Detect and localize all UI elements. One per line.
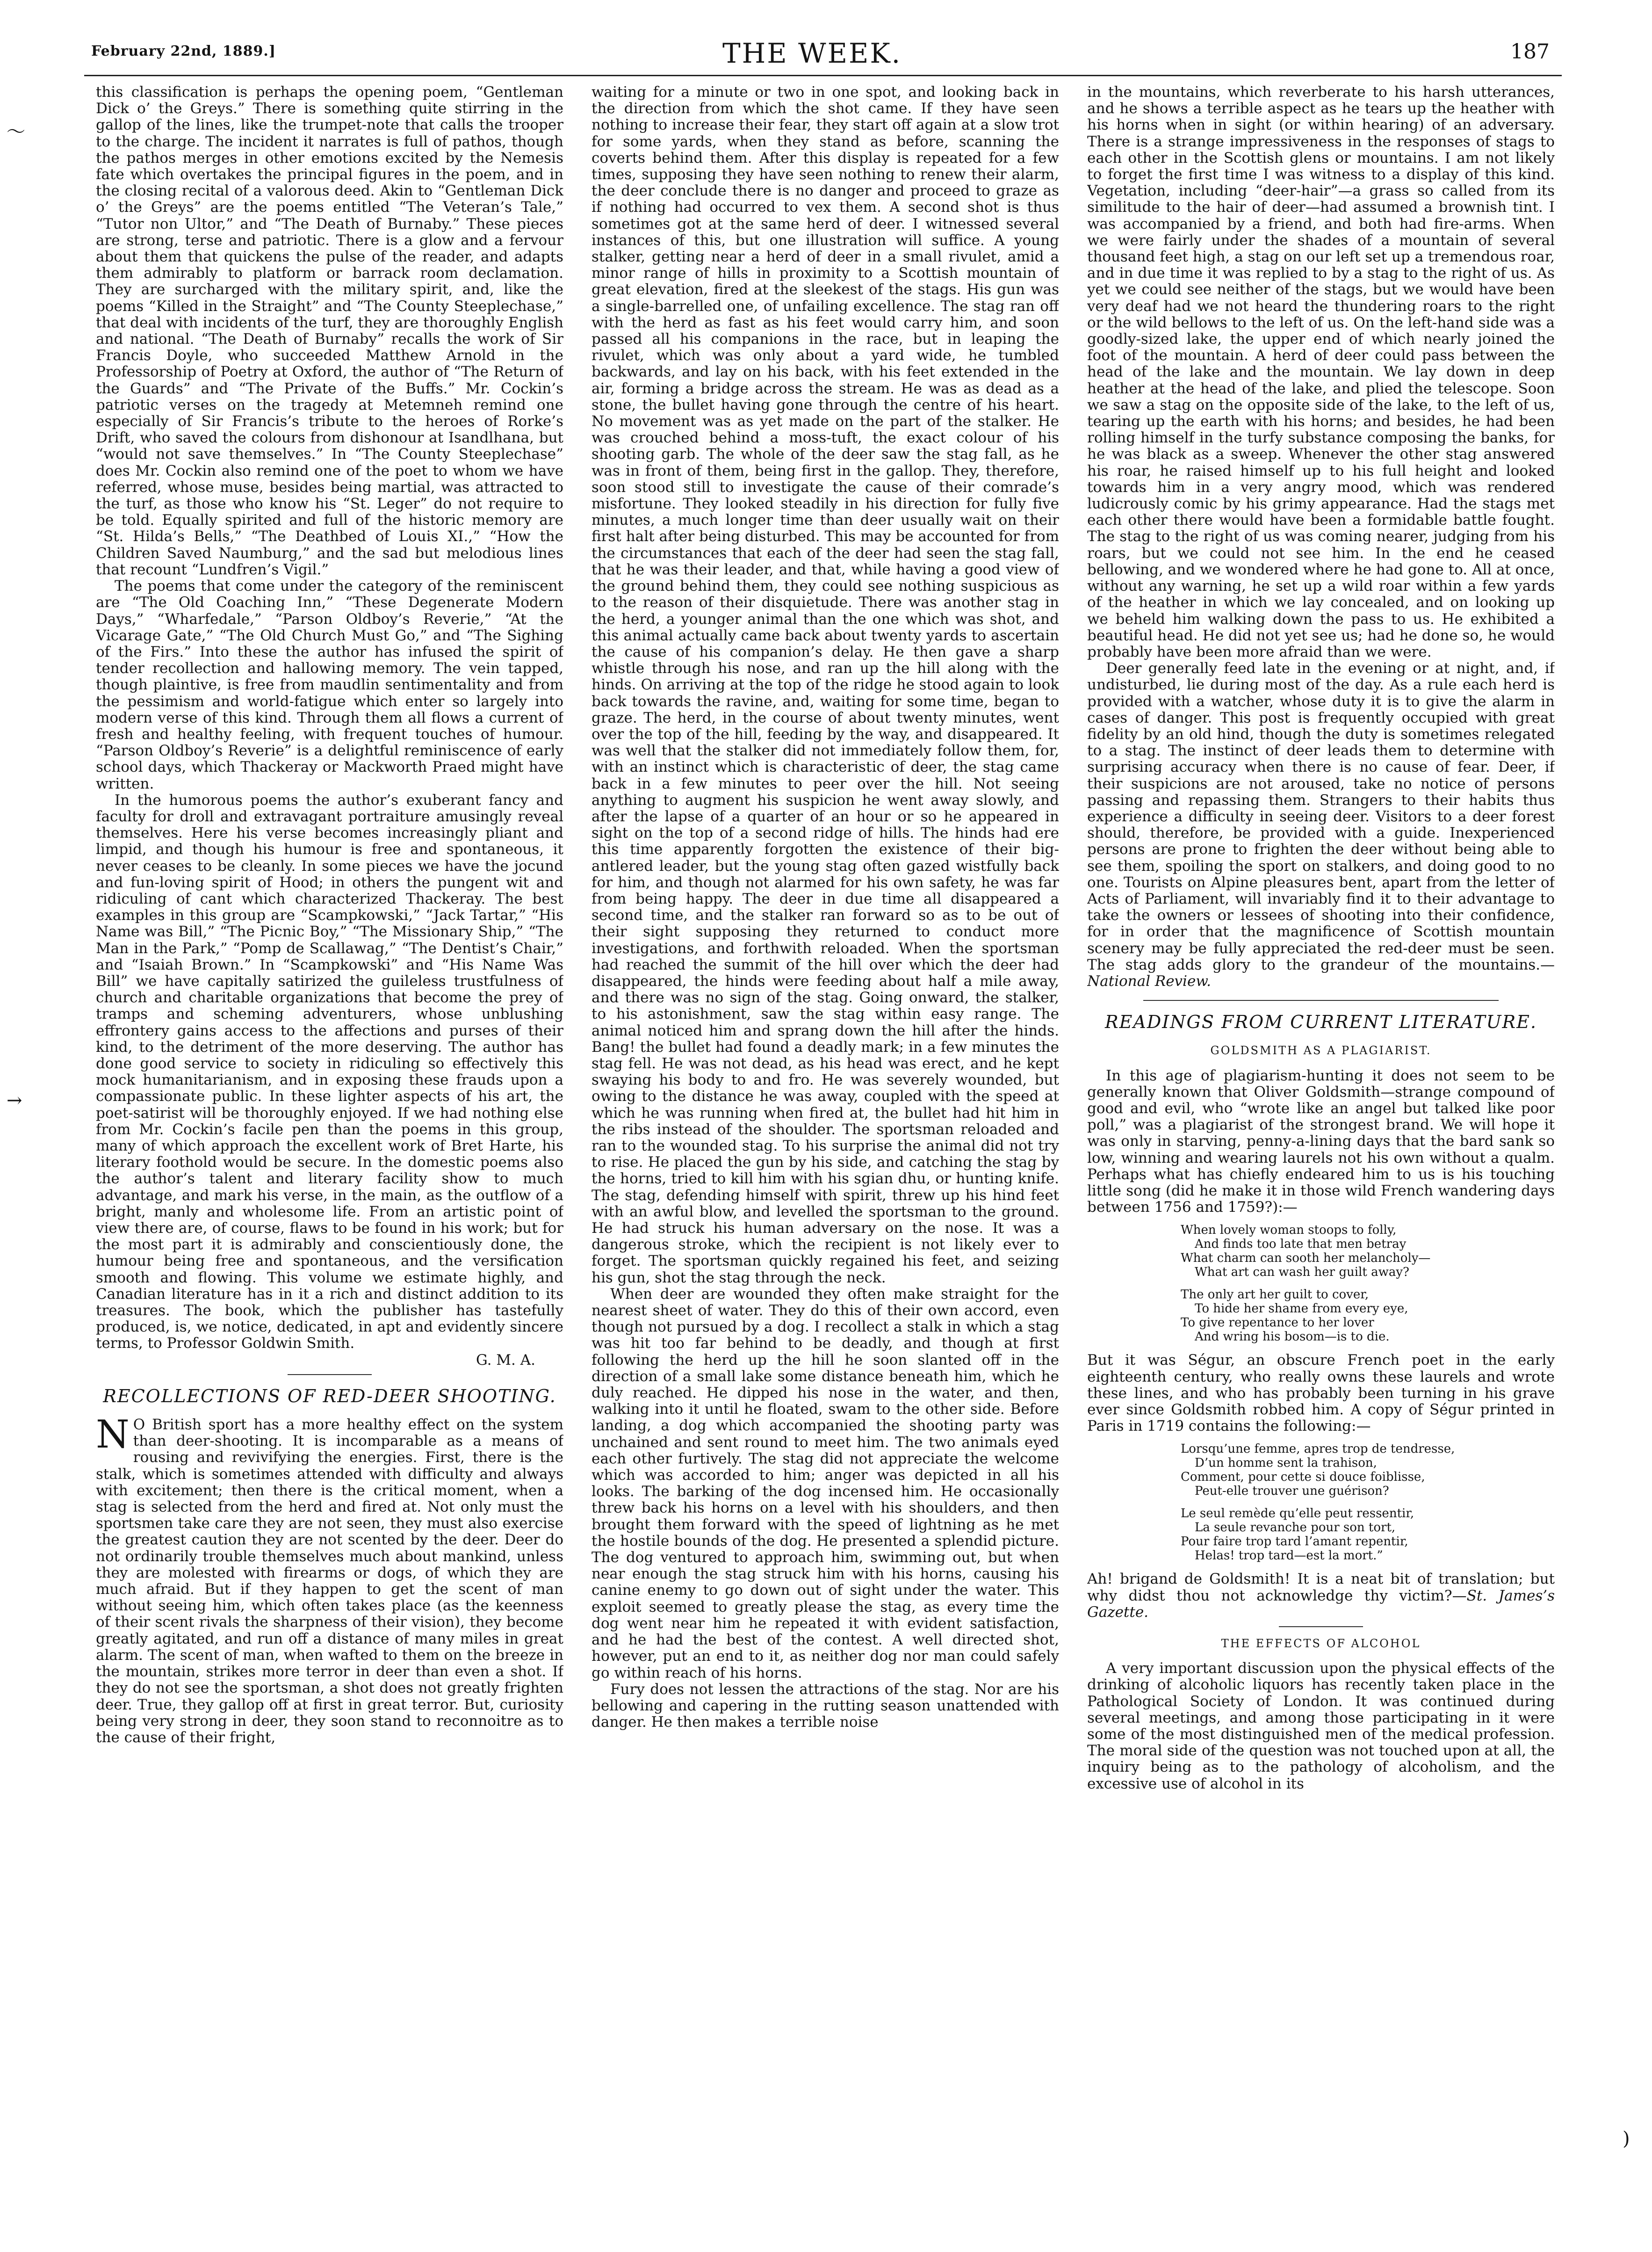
poem-line: And wring his bosom—is to die. xyxy=(1195,1330,1390,1344)
article-paragraph: Fury does not lessen the attractions of the stag. Nor are his bellowing and capering in the rutting season unattended with danger. He then makes a terrible noise xyxy=(592,1680,1059,1731)
issue-date: February 22nd, 1889.] xyxy=(91,43,276,59)
poem-line: The only art her guilt to cover, xyxy=(1181,1288,1369,1302)
review-signature: G. M. A. xyxy=(476,1351,535,1369)
column-middle xyxy=(592,84,1059,2231)
poem-line: Le seul remède qu’elle peut ressentir, xyxy=(1181,1506,1414,1521)
poem-line: La seule revanche pour son tort, xyxy=(1195,1521,1396,1535)
source-credit: National Review. xyxy=(1087,972,1212,990)
column-left xyxy=(96,84,563,2231)
poem-line: D’un homme sent la trahison, xyxy=(1195,1456,1377,1470)
margin-mark-left: → xyxy=(7,1090,22,1111)
drop-cap: N xyxy=(96,1412,130,1457)
subsection-heading: THE EFFECTS OF ALCOHOL xyxy=(1221,1637,1421,1651)
article-paragraph: In this age of plagiarism-hunting it does not seem to be generally known that Oliver Goldsmith—strange compound of good and evil, who “wrote like an angel but talked like poor poll,” was a plagiarist of the strongest brand. We will hope it was only in starving, penny-a-lining days that the bard sank so low, winning and wearing laurels not his own without a qualm. Perhaps what has chiefly endeared him to us is his touching little song (did he make it in those wild French wandering days between 1756 and 1759?):— xyxy=(1087,1067,1555,1216)
poem-line: Pour faire trop tard l’amant repentir, xyxy=(1181,1535,1408,1549)
masthead-title: THE WEEK. xyxy=(722,37,902,69)
article-paragraph: waiting for a minute or two in one spot, and looking back in the direction from which the shot came. If they have seen nothing to increase their fear, they start off again at a slow trot for some yards, when they stand as before, scanning the coverts behind them. After this display is repeated for a few times, supposing they have seen nothing to renew their alarm, the deer conclude there is no danger and proceed to graze as if nothing had occurred to vex them. A second shot is thus sometimes got at the same herd of deer. I witnessed several instances of this, but one illustration will suffice. A young stalker, getting near a herd of deer in a small rivulet, amid a minor range of hills in proximity to a Scottish mountain of great elevation, fired at the sleekest of the stags. His gun was a single-barrelled one, of unfailing excellence. The stag ran off with the herd as fast as his feet would carry him, and soon passed all his companions in the race, but in leaping the rivulet, which was only about a yard wide, he tumbled backwards, and lay on his back, with his feet extended in the air, forming a bridge across the stream. He was as dead as a stone, the bullet having gone through the centre of his heart. No movement was as yet made on the part of the stalker. He was crouched behind a moss-tuft, the exact colour of his shooting garb. The whole of the deer saw the stag fall, as he was in front of them, being first in the gallop. They, therefore, soon stood still to investigate the cause of their comrade’s misfortune. They looked steadily in his direction for fully five minutes, a much longer time than deer usually wait on their first halt after being disturbed. This may be accounted for from the circumstances that each of the deer had seen the stag fall, that he was their leader, and that, while having a good view of the ground behind them, they could see nothing suspicious as to the reason of their disquietude. There was another stag in the herd, a younger animal than the one which was shot, and this animal actually came back about twenty yards to ascertain the cause of his companion’s delay. He then gave a sharp whistle through his nose, and ran up the hill along with the hinds. On arriving at the top of the ridge he stood again to look back towards the ravine, and, waiting for some time, began to graze. The herd, in the course of about twenty minutes, went over the top of the hill, feeding by the way, and disappeared. It was well that the stalker did not immediately follow them, for, with an instinct which is characteristic of deer, the stag came back in a few minutes to peer over the hill. Not seeing anything to augment his suspicion he went away slowly, and after the lapse of a quarter of an hour or so he appeared in sight on the top of a second ridge of hills. The hinds had ere this time apparently forgotten the existence of their big-antlered leader, but the young stag often gazed wistfully back for him, and though not alarmed for his own safety, he was far from being happy. The deer in due time all disappeared a second time, and the stalker ran forward so as to be out of their sight supposing they returned to conduct more investigations, and forthwith reloaded. When the sportsman had reached the summit of the hill over which the deer had disappeared, the hinds were feeding about half a mile away, and there was no sign of the stag. Going onward, the stalker, to his astonishment, saw the stag within easy range. The animal noticed him and sprang down the hill after the hinds. Bang! the bullet had found a deadly mark; in a few minutes the stag fell. He was not dead, as his head was erect, and he kept swaying his body to and fro. He was severely wounded, but owing to the distance he was away, coupled with the speed at which he was running when fired at, the bullet had hit him in the ribs instead of the shoulder. The sportsman reloaded and ran to the wounded stag. To his surprise the animal did not try to rise. He placed the gun by his side, and catching the stag by the horns, tried to kill him with his sgian dhu, or hunting knife. The stag, defending himself with spirit, threw up his hind feet with an awful blow, and levelled the sportsman to the ground. He had struck his human adversary on the nose. It was a dangerous stroke, which the recipient is not likely ever to forget. The sportsman quickly regained his feet, and seizing his gun, shot the stag through the neck. xyxy=(592,84,1059,1286)
margin-mark-top: 〜 xyxy=(7,121,25,143)
page-number: 187 xyxy=(1510,40,1550,64)
article-paragraph: in the mountains, which reverberate to his harsh utterances, and he shows a terrible aspect as he tears up the heather with his horns when in sight (or within hearing) of an adversary. There is a strange impressiveness in the responses of stags to each other in the Scottish glens or mountains. I am not likely to forget the first time I was witness to a display of this kind. Vegetation, including “deer-hair”—a grass so called from its similitude to the hair of deer—had assumed a brownish tint. I was accompanied by a friend, and both had fire-arms. When we were fairly under the shades of a mountain of several thousand feet high, a stag on our left set up a tremendous roar, and in due time it was replied to by a stag to the right of us. As yet we could see neither of the stags, but we would have been very deaf had we not heard the thundering roars to the right or the wild bellows to the left of us. On the left-hand side was a goodly-sized lake, the upper end of which nearly joined the foot of the mountain. A herd of deer could pass between the head of the lake and the mountain. We lay down in deep heather at the head of the lake, and plied the telescope. Soon we saw a stag on the opposite side of the lake, to the left of us, tearing up the earth with his horns; and besides, he had been rolling himself in the turfy substance composing the banks, for he was black as a sweep. Whenever the other stag answered his roar, he raised himself up to his full height and looked towards him in a very angry mood, which was rendered ludicrously comic by his grimy appearance. Had the stags met each other there would have been a formidable battle fought. The stag to the right of us was coming nearer, judging from his roars, but we could not see him. In the end he ceased bellowing, and we wondered where he had gone to. All at once, without any warning, he set up a wild roar within a few yards of the heather in which we lay concealed, and on looking up we beheld him walking down the pass to us. He exhibited a beautiful head. He did not yet see us; had he done so, he would probably have been more afraid than we were. xyxy=(1087,84,1555,660)
subsection-heading: GOLDSMITH AS A PLAGIARIST. xyxy=(1210,1044,1432,1057)
poem-line: To give repentance to her lover xyxy=(1181,1316,1374,1330)
poem-french xyxy=(1181,1442,1555,1563)
section-divider xyxy=(1279,1626,1363,1627)
review-paragraph: this classification is perhaps the opening poem, “Gentleman Dick o’ the Greys.” There is something quite stirring in the gallop of the lines, like the trumpet-note that calls the trooper to the charge. The incident it narrates is full of pathos, though the pathos merges in other emotions excited by the Nemesis fate which overtakes the principal figures in the poem, and in the closing recital of a valorous deed. Akin to “Gentleman Dick o’ the Greys” are the poems entitled “The Veteran’s Tale,” “Tutor non Ultor,” and “The Death of Burnaby.” These pieces are strong, terse and patriotic. There is a glow and a fervour about them that quickens the pulse of the reader, and adapts them admirably to platform or barrack room declamation. They are surcharged with the military spirit, and, like the poems “Killed in the Straight” and “The County Steeplechase,” that deal with incidents of the turf, they are thoroughly English and national. “The Death of Burnaby” recalls the work of Sir Francis Doyle, who succeeded Matthew Arnold in the Professorship of Poetry at Oxford, the author of “The Return of the Guards” and “The Private of the Buffs.” Mr. Cockin’s patriotic verses on the tragedy at Metemneh remind one especially of Sir Francis’s tribute to the heroes of Rorke’s Drift, who saved the colours from dishonour at Isandlhana, but “would not save themselves.” In “The County Steeplechase” does Mr. Cockin also remind one of the poet to whom we have referred, whose muse, besides being martial, was attracted to the turf, as those who know his “St. Leger” do not require to be told. Equally spirited and full of the historic memory are “St. Hilda’s Bells,” “The Deathbed of Louis XI.,” “How the Children Saved Naumburg,” and the sad but melodious lines that recount “Lundfren’s Vigil.” xyxy=(96,84,563,578)
article-paragraph: Deer generally feed late in the evening or at night, and, if undisturbed, lie during most of the day. As a rule each herd is provided with a watcher, whose duty it is to give the alarm in cases of danger. This post is frequently occupied with great fidelity by an old hind, though the duty is sometimes relegated to a stag. The instinct of deer leads them to determine with surprising accuracy when there is no cause of fear. Deer, if their suspicions are not aroused, take no notice of persons passing and repassing them. Strangers to their habits thus experience a difficulty in seeing deer. Visitors to a deer forest should, therefore, be provided with a guide. Inexperienced persons are prone to frighten the deer without being able to see them, spoiling the sport on stalkers, and doing good to no one. Tourists on Alpine pleasures bent, apart from the letter of Acts of Parliament, will invariably find it to their advantage to take the owners or lessees of shooting into their confidence, for in order that the magnificence of Scottish mountain scenery may be fully appreciated the red-deer must be seen. The stag adds glory to the grandeur of the mountains.—National Review. xyxy=(1087,660,1555,990)
margin-mark-bottom: ) xyxy=(1623,2128,1630,2150)
section-heading: READINGS FROM CURRENT LITERATURE. xyxy=(1105,1012,1537,1033)
poem-line: And finds too late that men betray xyxy=(1195,1237,1407,1252)
review-paragraph: In the humorous poems the author’s exuberant fancy and faculty for droll and extravagant portraiture amusingly reveal themselves. Here his verse becomes increasingly pliant and limpid, and though his humour is free and spontaneous, it never ceases to be cleanly. In some pieces we have the jocund and fun-loving spirit of Hood; in others the pungent wit and ridiculing of cant which characterized Thackeray. The best examples in this group are “Scampkowski,” “Jack Tartar,” “His Name was Bill,” “The Picnic Boy,” “The Missionary Ship,” “The Man in the Park,” “Pomp de Scallawag,” “The Dentist’s Chair,” and “Isaiah Brown.” In “Scampkowski” and “His Name Was Bill” we have capitally satirized the guileless trustfulness of church and charitable organizations that become the prey of tramps and scheming adventurers, whose unblushing effrontery gains access to the affections and purses of their kind, to the detriment of the more deserving. The author has done good service to society in ridiculing so effectively this mock humanitarianism, and in exposing these frauds upon a compassionate public. In these lighter aspects of his art, the poet-satirist will be thoroughly enjoyed. If we had nothing else from Mr. Cockin’s facile pen than the poems in this group, many of which approach the excellent work of Bret Harte, his literary foothold would be secure. In the domestic poems also the author’s talent and literary facility show to much advantage, and mark his verse, in the main, as the outflow of a bright, manly and wholesome life. From an artistic point of view there are, of course, flaws to be found in his work; but for the most part it is admirably and conscientiously done, the humour being free and spontaneous, and the versification smooth and flowing. This volume we estimate highly, and Canadian literature has in it a rich and distinct addition to its treasures. The book, which the publisher has tastefully produced, is, we notice, dedicated, in apt and evidently sincere terms, to Professor Goldwin Smith. xyxy=(96,791,563,1352)
poem-line: To hide her shame from every eye, xyxy=(1195,1302,1408,1316)
poem-line: Helas! trop tard—est la mort.” xyxy=(1195,1549,1383,1563)
review-paragraph: The poems that come under the category of the reminiscent are “The Old Coaching Inn,” “These Degenerate Modern Days,” “Wharfedale,” “Parson Oldboy’s Reverie,” “At the Vicarage Gate,” “The Old Church Must Go,” and “The Sighing of the Firs.” Into these the author has infused the spirit of tender recollection and hallowing memory. The vein tapped, though plaintive, is free from maudlin sentimentality and from the pessimism and world-fatigue which enter so largely into modern verse of this kind. Through them all flows a current of fresh and healthy feeling, with frequent touches of humour. “Parson Oldboy’s Reverie” is a delightful reminiscence of early school days, which Thackeray or Mackworth Praed might have written. xyxy=(96,578,563,792)
header-rule xyxy=(84,75,1562,76)
poem-line: Peut-elle trouver une guérison? xyxy=(1195,1484,1389,1499)
poem-line: What art can wash her guilt away? xyxy=(1195,1265,1409,1280)
poem-line: What charm can sooth her melancholy— xyxy=(1181,1251,1431,1266)
section-divider xyxy=(288,1374,372,1375)
article-paragraph: Ah! brigand de Goldsmith! It is a neat bit of translation; but why didst thou not acknowledge thy victim?—St. James’s Gazette. xyxy=(1087,1571,1555,1621)
poem-english xyxy=(1181,1223,1555,1344)
column-right xyxy=(1087,84,1555,2231)
article-paragraph: When deer are wounded they often make straight for the nearest sheet of water. They do this of their own accord, even though not pursued by a dog. I recollect a stalk in which a stag was hit too far behind to be deadly, and though at first following the herd up the hill he soon slanted off in the direction of a small lake some distance beneath him, which he duly reached. He dipped his nose in the water, and then, walking into it until he floated, swam to the other side. Before landing, a dog which accompanied the shooting party was unchained and sent round to meet him. The two animals eyed each other furtively. The stag did not appreciate the welcome which was accorded to him; anger was depicted in all his looks. The barking of the dog incensed him. He occasionally threw back his horns on a level with his shoulders, and then brought them forward with the speed of lightning as he met the hostile bounds of the dog. He presented a splendid picture. The dog ventured to approach him, swimming out, but when near enough the stag struck him with his horns, causing his canine enemy to go down out of sight under the water. This exploit seemed to greatly please the stag, as every time the dog went near him he repeated it with evident satisfaction, and he had the best of the contest. A well directed shot, however, put an end to it, as neither dog nor man could safely go within reach of his horns. xyxy=(592,1285,1059,1681)
poem-line: Comment, pour cette si douce foiblisse, xyxy=(1181,1470,1425,1484)
poem-line: When lovely woman stoops to folly, xyxy=(1181,1223,1397,1238)
article-paragraph: A very important discussion upon the physical effects of the drinking of alcoholic liquors has recently taken place in the Pathological Society of London. It was continued during several meetings, and among those participating in it were some of the most distinguished men of the medical profession. The moral side of the question was not touched upon at all, the inquiry being as to the pathology of alcoholism, and the excessive use of alcohol in its xyxy=(1087,1660,1555,1792)
poem-line: Lorsqu’une femme, apres trop de tendresse, xyxy=(1181,1442,1455,1456)
article-paragraph: N O British sport has a more healthy effect on the system than deer-shooting. It is incomparable as a means of rousing and revivifying the energies. First, there is the stalk, which is sometimes attended with difficulty and always with excitement; then there is the critical moment, when a stag is selected from the herd and fired at. Not only must the sportsmen take care they are not seen, they must also exercise the greatest caution they are not scented by the deer. Deer do not ordinarily trouble themselves much about mankind, unless they are molested with firearms or dogs, of which they are much afraid. But if they happen to get the scent of man without seeing him, which often takes place (as the keenness of their scent rivals the sharpness of their vision), they become greatly agitated, and run off a distance of many miles in great alarm. The scent of man, when wafted to them on the breeze in the mountain, strikes more terror in deer than even a shot. If they do not see the sportsman, a shot does not greatly frighten deer. True, they gallop off at first in great terror. But, curiosity being very strong in deer, they soon stand to reconnoitre as to the cause of their fright, xyxy=(96,1412,563,1746)
source-credit: St. James’s Gazette. xyxy=(1087,1587,1555,1621)
section-divider xyxy=(1143,1000,1499,1001)
article-title: RECOLLECTIONS OF RED-DEER SHOOTING. xyxy=(103,1385,556,1406)
article-paragraph: But it was Ségur, an obscure French poet in the early eighteenth century, who really owns these laurels and wrote these lines, and who has probably been turning in his grave ever since Goldsmith robbed him. A copy of Ségur printed in Paris in 1719 contains the following:— xyxy=(1087,1352,1555,1435)
